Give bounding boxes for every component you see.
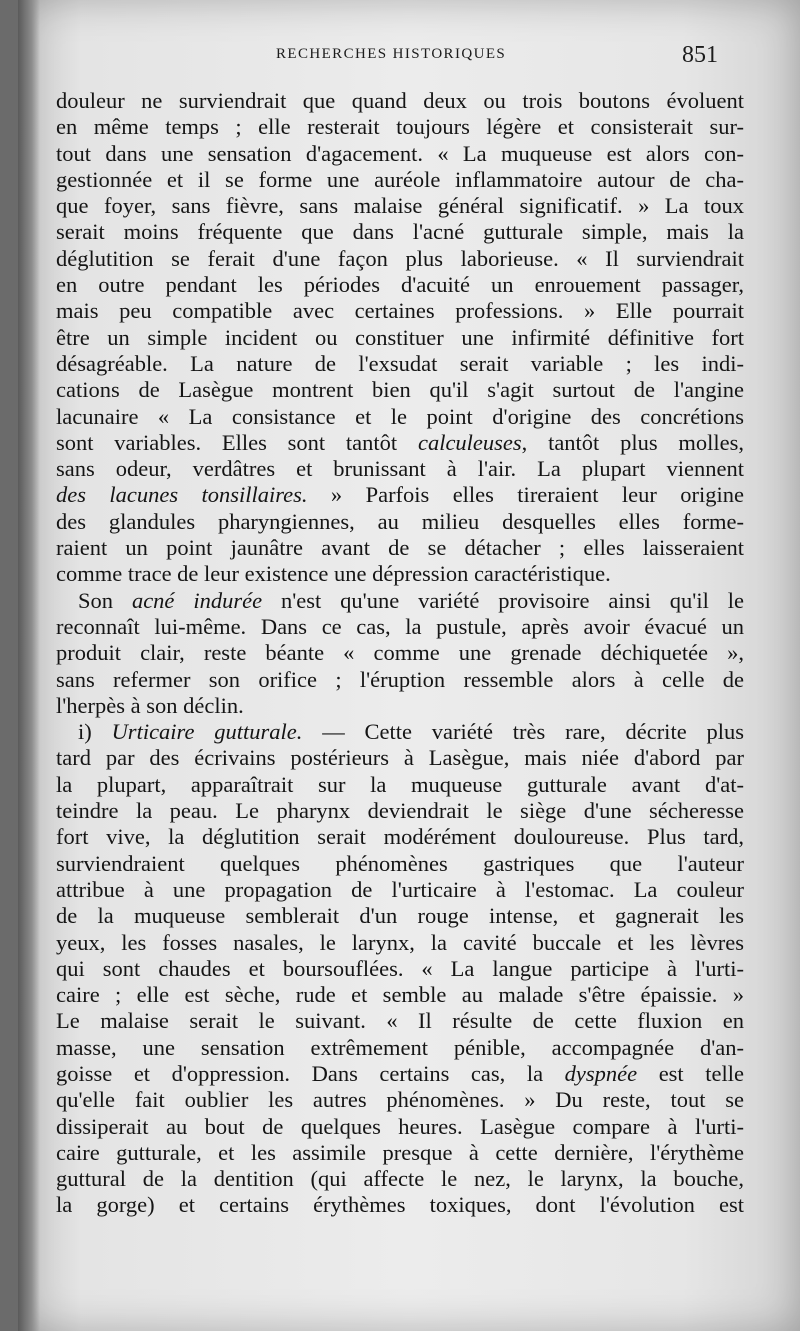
binding-shadow [18, 0, 40, 1331]
text-line [56, 877, 744, 903]
text-line [56, 1192, 744, 1218]
line-segment: mais peu compatible avec certaines professions. » Elle pourrait [56, 298, 744, 324]
line-segment: , tantôt plus molles, [521, 429, 744, 455]
text-line [56, 1008, 744, 1034]
line-segment: n'est qu'une variété provisoire ainsi qu'il le [262, 587, 744, 613]
line-segment: en outre pendant les périodes d'acuité un enrouement passager, [56, 272, 744, 298]
text-line [56, 430, 744, 456]
line-segment: masse, une sensation extrêmement pénible, accompagnée d'an- [56, 1034, 744, 1060]
line-segment: la plupart, apparaîtrait sur la muqueuse gutturale avant d'at- [56, 771, 744, 797]
line-segment: des glandules pharyngiennes, au milieu desquelles elles forme- [56, 508, 744, 534]
line-segment: produit clair, reste béante « comme une grenade déchiquetée », [56, 640, 744, 666]
line-segment: sans refermer son orifice ; l'éruption ressemble alors à celle de [56, 666, 744, 692]
line-segment: caire gutturale, et les assimile presque à cette dernière, l'érythème [56, 1139, 744, 1165]
text-line [56, 219, 744, 245]
line-segment: est telle [637, 1060, 744, 1086]
line-segment: Le malaise serait le suivant. « Il résulte de cette fluxion en [56, 1008, 744, 1034]
text-line [56, 745, 744, 771]
page-number: 851 [682, 42, 718, 68]
text-line [56, 798, 744, 824]
line-segment: guttural de la dentition (qui affecte le nez, le larynx, la bouche, [56, 1166, 744, 1192]
text-line [56, 719, 744, 745]
line-segment: sont variables. Elles sont tantôt [56, 429, 418, 455]
text-line [56, 824, 744, 850]
text-line [56, 982, 744, 1008]
line-segment: fort vive, la déglutition serait modérément douloureuse. Plus tard, [56, 824, 744, 850]
line-segment: — Cette variété très rare, décrite plus [302, 719, 744, 745]
line-segment: tard par des écrivains postérieurs à Lasègue, mais niée d'abord par [56, 745, 744, 771]
line-segment: de la muqueuse semblerait d'un rouge intense, et gagnerait les [56, 903, 744, 929]
line-segment: l'herpès à son déclin. [56, 692, 244, 718]
line-segment: douleur ne surviendrait que quand deux ou trois boutons évoluent [56, 88, 744, 113]
line-segment: déglutition se ferait d'une façon plus laborieuse. « Il surviendrait [56, 245, 744, 271]
line-segment: qui sont chaudes et boursouflées. « La langue participe à l'urti- [56, 955, 744, 981]
line-segment: reconnaît lui-même. Dans ce cas, la pustule, après avoir évacué un [56, 613, 744, 639]
text-line [56, 1140, 744, 1166]
text-line [56, 614, 744, 640]
text-line [56, 956, 744, 982]
text-line [56, 114, 744, 140]
text-line [56, 193, 744, 219]
line-segment: être un simple incident ou constituer une infirmité définitive fort [56, 324, 744, 350]
text-line [56, 456, 744, 482]
line-segment: gestionnée et il se forme une auréole inflammatoire autour de cha- [56, 166, 744, 192]
line-segment: Son [78, 587, 132, 613]
line-segment: surviendraient quelques phénomènes gastriques que l'auteur [56, 850, 744, 876]
text-line [56, 772, 744, 798]
text-line [56, 693, 744, 719]
running-head [18, 42, 800, 72]
text-line [56, 561, 744, 587]
book-page [18, 0, 800, 1331]
line-segment: serait moins fréquente que dans l'acné gutturale simple, mais la [56, 219, 744, 245]
line-segment: qu'elle fait oublier les autres phénomènes. » Du reste, tout se [56, 1087, 744, 1113]
italic-term: dyspnée [564, 1060, 638, 1086]
line-segment: la gorge) et certains érythèmes toxiques, dont l'évolution est [56, 1192, 744, 1218]
text-line [56, 851, 744, 877]
text-line [56, 1061, 744, 1087]
text-line [56, 640, 744, 666]
italic-term: acné indurée [131, 587, 263, 613]
text-line [56, 298, 744, 324]
italic-term: calculeuses [417, 429, 522, 455]
text-line [56, 1166, 744, 1192]
text-line [56, 88, 744, 114]
text-line [56, 377, 744, 403]
text-line [56, 903, 744, 929]
text-line [56, 509, 744, 535]
italic-term: Urticaire gutturale. [111, 719, 303, 745]
text-line [56, 325, 744, 351]
running-title: RECHERCHES HISTORIQUES [276, 46, 507, 62]
text-line [56, 246, 744, 272]
line-segment: » Parfois elles tireraient leur origine [307, 482, 744, 508]
text-line [56, 930, 744, 956]
line-segment: yeux, les fosses nasales, le larynx, la cavité buccale et les lèvres [56, 929, 744, 955]
text-line [56, 141, 744, 167]
text-line [56, 535, 744, 561]
line-segment: en même temps ; elle resterait toujours légère et consisterait sur- [56, 114, 744, 140]
line-segment: lacunaire « La consistance et le point d'origine des concrétions [56, 403, 744, 429]
line-segment: comme trace de leur existence une dépression caractéristique. [56, 561, 611, 587]
line-segment: que foyer, sans fièvre, sans malaise général significatif. » La toux [56, 193, 744, 219]
line-segment: dissiperait au bout de quelques heures. Lasègue compare à l'urti- [56, 1113, 744, 1139]
line-segment: caire ; elle est sèche, rude et semble au malade s'être épaissie. » [56, 982, 744, 1008]
italic-term: des lacunes tonsillaires. [56, 482, 308, 508]
text-line [56, 351, 744, 377]
text-line [56, 482, 744, 508]
line-segment: désagréable. La nature de l'exsudat serait variable ; les indi- [56, 350, 744, 376]
text-line [56, 1087, 744, 1113]
line-segment: tout dans une sensation d'agacement. « La muqueuse est alors con- [56, 140, 744, 166]
line-segment: attribue à une propagation de l'urticaire à l'estomac. La couleur [56, 876, 744, 902]
text-line [56, 167, 744, 193]
text-line [56, 272, 744, 298]
line-segment: raient un point jaunâtre avant de se détacher ; elles laisseraient [56, 535, 744, 561]
text-line [56, 1035, 744, 1061]
line-segment: i) [78, 719, 112, 745]
line-segment: goisse et d'oppression. Dans certains cas, la [56, 1060, 565, 1086]
body-text [56, 88, 744, 1219]
line-segment: cations de Lasègue montrent bien qu'il s'agit surtout de l'angine [56, 377, 744, 403]
line-segment: sans odeur, verdâtres et brunissant à l'air. La plupart viennent [56, 456, 744, 482]
line-segment: teindre la peau. Le pharynx deviendrait le siège d'une sécheresse [56, 798, 744, 824]
text-line [56, 667, 744, 693]
text-line [56, 588, 744, 614]
text-line [56, 404, 744, 430]
text-line [56, 1114, 744, 1140]
